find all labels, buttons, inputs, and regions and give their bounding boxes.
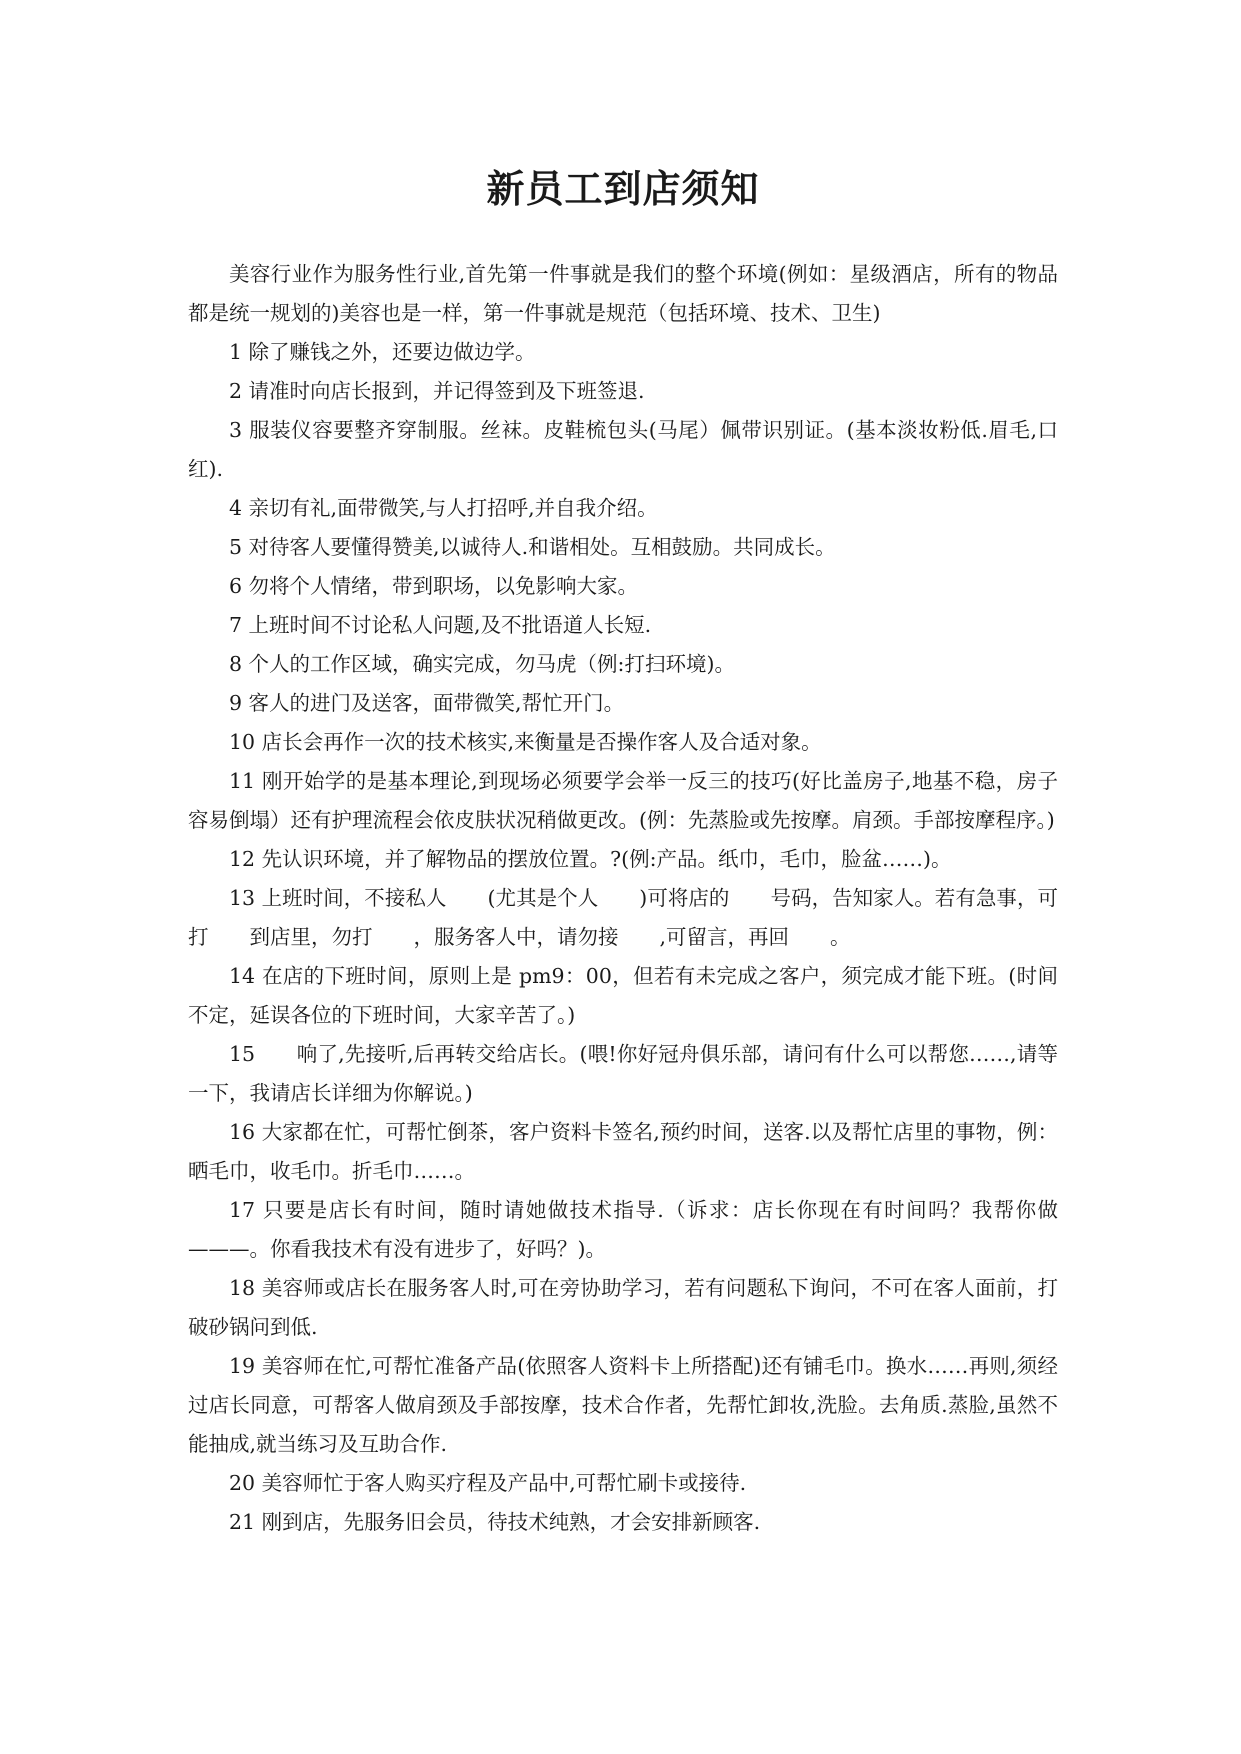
document-body bbox=[188, 255, 1058, 1542]
rule-item-5: 5 对待客人要懂得赞美,以诚待人.和谐相处。互相鼓励。共同成长。 bbox=[229, 535, 836, 559]
rule-item-15: 15 响了,先接听,后再转交给店长。(喂!你好冠舟俱乐部，请问有什么可以帮您……,请等一下，我请店长详细为你解说。) bbox=[188, 1042, 1058, 1105]
rule-item-11: 11 刚开始学的是基本理论,到现场必须要学会举一反三的技巧(好比盖房子,地基不稳，房子容易倒塌）还有护理流程会依皮肤状况稍做更改。(例：先蒸脸或先按摩。肩颈。手部按摩程序。) bbox=[188, 769, 1058, 832]
rule-item-3: 3 服装仪容要整齐穿制服。丝袜。皮鞋梳包头(马尾）佩带识别证。(基本淡妆粉低.眉毛,口红). bbox=[188, 418, 1058, 481]
rule-item-7: 7 上班时间不讨论私人问题,及不批语道人长短. bbox=[229, 613, 652, 637]
rule-item-14: 14 在店的下班时间，原则上是 pm9：00，但若有未完成之客户，须完成才能下班。(时间不定，延误各位的下班时间，大家辛苦了。) bbox=[188, 964, 1058, 1027]
rule-item-17: 17 只要是店长有时间，随时请她做技术指导.（诉求：店长你现在有时间吗？我帮你做———。你看我技术有没有进步了，好吗？)。 bbox=[188, 1198, 1058, 1261]
rule-item-8: 8 个人的工作区域，确实完成，勿马虎（例:打扫环境)。 bbox=[229, 652, 735, 676]
rule-item-1: 1 除了赚钱之外，还要边做边学。 bbox=[229, 340, 536, 364]
rule-item-10: 10 店长会再作一次的技术核实,来衡量是否操作客人及合适对象。 bbox=[229, 730, 822, 754]
rule-item-20: 20 美容师忙于客人购买疗程及产品中,可帮忙刷卡或接待. bbox=[229, 1471, 747, 1495]
rule-item-2: 2 请准时向店长报到，并记得签到及下班签退. bbox=[229, 379, 645, 403]
rule-item-18: 18 美容师或店长在服务客人时,可在旁协助学习，若有问题私下询问，不可在客人面前，打破砂锅问到低. bbox=[188, 1276, 1058, 1339]
rule-item-6: 6 勿将个人情绪，带到职场，以免影响大家。 bbox=[229, 574, 639, 598]
rule-item-21: 21 刚到店，先服务旧会员，待技术纯熟，才会安排新顾客. bbox=[229, 1510, 761, 1534]
intro-paragraph: 美容行业作为服务性行业,首先第一件事就是我们的整个环境(例如：星级酒店，所有的物品都是统一规划的)美容也是一样，第一件事就是规范（包括环境、技术、卫生) bbox=[188, 262, 1058, 325]
rule-item-12: 12 先认识环境，并了解物品的摆放位置。?(例:产品。纸巾，毛巾，脸盆……)。 bbox=[229, 847, 952, 871]
rule-item-13: 13 上班时间，不接私人 (尤其是个人 )可将店的 号码，告知家人。若有急事，可打 到店里，勿打 ，服务客人中，请勿接 ,可留言，再回 。 bbox=[188, 886, 1058, 949]
rule-item-9: 9 客人的进门及送客，面带微笑,帮忙开门。 bbox=[229, 691, 625, 715]
rule-item-16: 16 大家都在忙，可帮忙倒茶，客户资料卡签名,预约时间，送客.以及帮忙店里的事物，例：晒毛巾，收毛巾。折毛巾……。 bbox=[188, 1120, 1058, 1183]
document-title: 新员工到店须知 bbox=[486, 166, 760, 211]
rule-item-19: 19 美容师在忙,可帮忙准备产品(依照客人资料卡上所搭配)还有铺毛巾。换水……再则,须经过店长同意，可帮客人做肩颈及手部按摩，技术合作者，先帮忙卸妆,洗脸。去角质.蒸脸,虽然不能抽成,就当练习及互助合作. bbox=[188, 1354, 1058, 1456]
rule-item-4: 4 亲切有礼,面带微笑,与人打招呼,并自我介绍。 bbox=[229, 496, 658, 520]
